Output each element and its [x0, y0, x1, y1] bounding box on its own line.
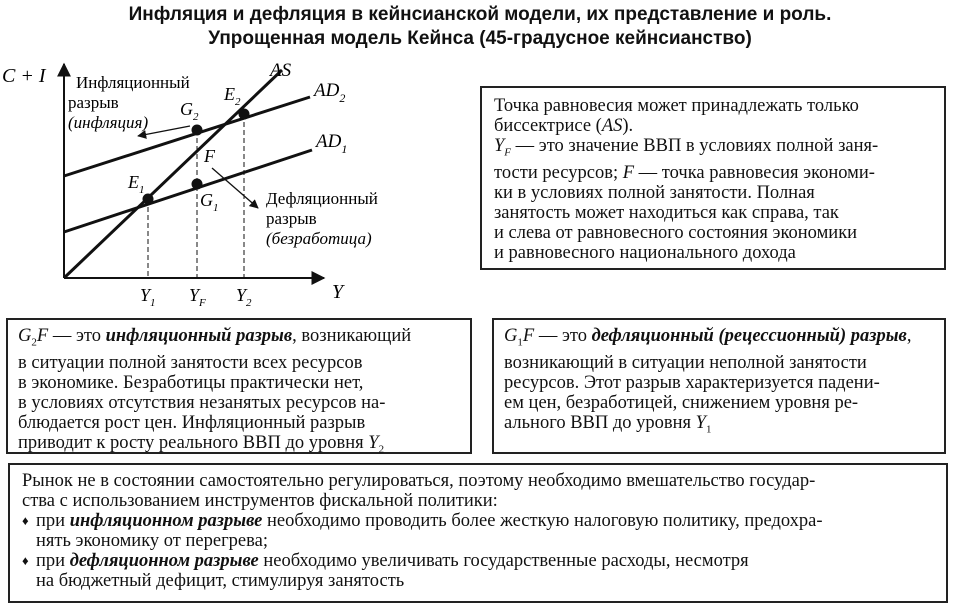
point-g2-label: $G_2$ — [180, 99, 199, 123]
y-axis-label: C + I — [2, 65, 46, 87]
inf-line-1: $G_2F$ — это инфляционный разрыв, возникающий — [18, 326, 412, 349]
ad1-line-label: $AD_1$ — [316, 131, 348, 156]
as-line-label: AS — [270, 60, 292, 81]
policy-line-2: ства с использованием инструментов фискальной политики: — [22, 491, 498, 511]
eq-line-2: биссектрисе (AS). — [494, 116, 634, 136]
point-g1-label: $G_1$ — [200, 190, 219, 214]
point-f-label: F — [204, 146, 215, 166]
inflation-gap-annotation-3: (инфляция) — [68, 113, 149, 132]
def-line-1: $G_1F$ — это дефляционный (рецессионный) разрыв, — [504, 326, 912, 349]
tick-y1: $Y_1$ — [140, 285, 156, 309]
eq-line-6: занятость может находиться как справа, так — [494, 202, 839, 223]
def-line-3: ресурсов. Этот разрыв характеризуется падени- — [504, 372, 880, 393]
deflation-gap-annotation-2: разрыв — [266, 209, 317, 228]
point-e1-label: $E_1$ — [128, 172, 145, 196]
diamond-bullet-icon: ♦ — [22, 553, 29, 568]
x-axis-label: Y — [332, 281, 344, 303]
point-g2 — [192, 125, 203, 136]
eq-line-3: $Y_F$ — это значение ВВП в условиях полной заня- — [494, 136, 879, 159]
policy-bullet-deflation: ♦ при дефляционном разрыве необходимо увеличивать государственные расходы, несмотря на бюджетный дефицит, стимулируя занятость — [22, 551, 749, 591]
eq-line-7: и слева от равновесного состояния экономики — [494, 222, 858, 243]
def-line-2: возникающий в ситуации неполной занятости — [504, 352, 867, 373]
policy-line-1: Рынок не в состоянии самостоятельно регулироваться, поэтому необходимо вмешательство государ- — [22, 471, 816, 491]
inf-line-5: блюдается рост цен. Инфляционный разрыв — [18, 412, 366, 433]
inf-line-2: в ситуации полной занятости всех ресурсов — [18, 352, 363, 373]
keynesian-cross-graph — [0, 50, 470, 310]
deflation-gap-annotation-3: (безработица) — [266, 229, 372, 248]
point-e2-label: $E_2$ — [224, 84, 241, 108]
eq-line-8: и равновесного национального дохода — [494, 242, 796, 263]
page-subtitle: Упрощенная модель Кейнса (45-градусное кейнсианство) — [208, 28, 752, 49]
inflation-gap-annotation-2: разрыв — [68, 93, 119, 112]
tick-y2: $Y_2$ — [236, 285, 252, 309]
equilibrium-description-box — [480, 86, 946, 270]
ad2-line-label: $AD_2$ — [314, 80, 346, 105]
tick-yf: $Y_F$ — [189, 285, 206, 309]
eq-line-4: тости ресурсов; F — точка равновесия экономи- — [494, 162, 875, 183]
inflation-gap-box — [6, 318, 472, 454]
deflation-gap-annotation-1: Дефляционный — [266, 189, 378, 208]
inf-line-3: в экономике. Безработицы практически нет, — [18, 372, 364, 393]
page-title: Инфляция и дефляция в кейнсианской модели, их представление и роль. — [128, 4, 832, 25]
fiscal-policy-box — [8, 463, 948, 603]
policy-bullet-inflation: ♦ при инфляционном разрыве необходимо проводить более жесткую налоговую политику, предохра- нять экономику от перегрева; — [22, 511, 823, 551]
eq-line-1: Точка равновесия может принадлежать только — [494, 96, 859, 116]
point-e2 — [239, 109, 250, 120]
inf-line-6: приводит к росту реального ВВП до уровня $Y_2$ — [18, 432, 385, 456]
def-line-4: ем цен, безработицей, снижением уровня ре- — [504, 392, 859, 413]
def-line-5: ального ВВП до уровня $Y_1$ — [504, 412, 712, 436]
diamond-bullet-icon: ♦ — [22, 513, 29, 528]
eq-line-5: ки в условиях полной занятости. Полная — [494, 182, 815, 203]
point-g1 — [192, 179, 203, 190]
deflation-gap-box — [492, 318, 946, 454]
inflation-gap-annotation-1: Инфляционный — [76, 73, 190, 92]
inf-line-4: в условиях отсутствия незанятых ресурсов на- — [18, 392, 386, 413]
